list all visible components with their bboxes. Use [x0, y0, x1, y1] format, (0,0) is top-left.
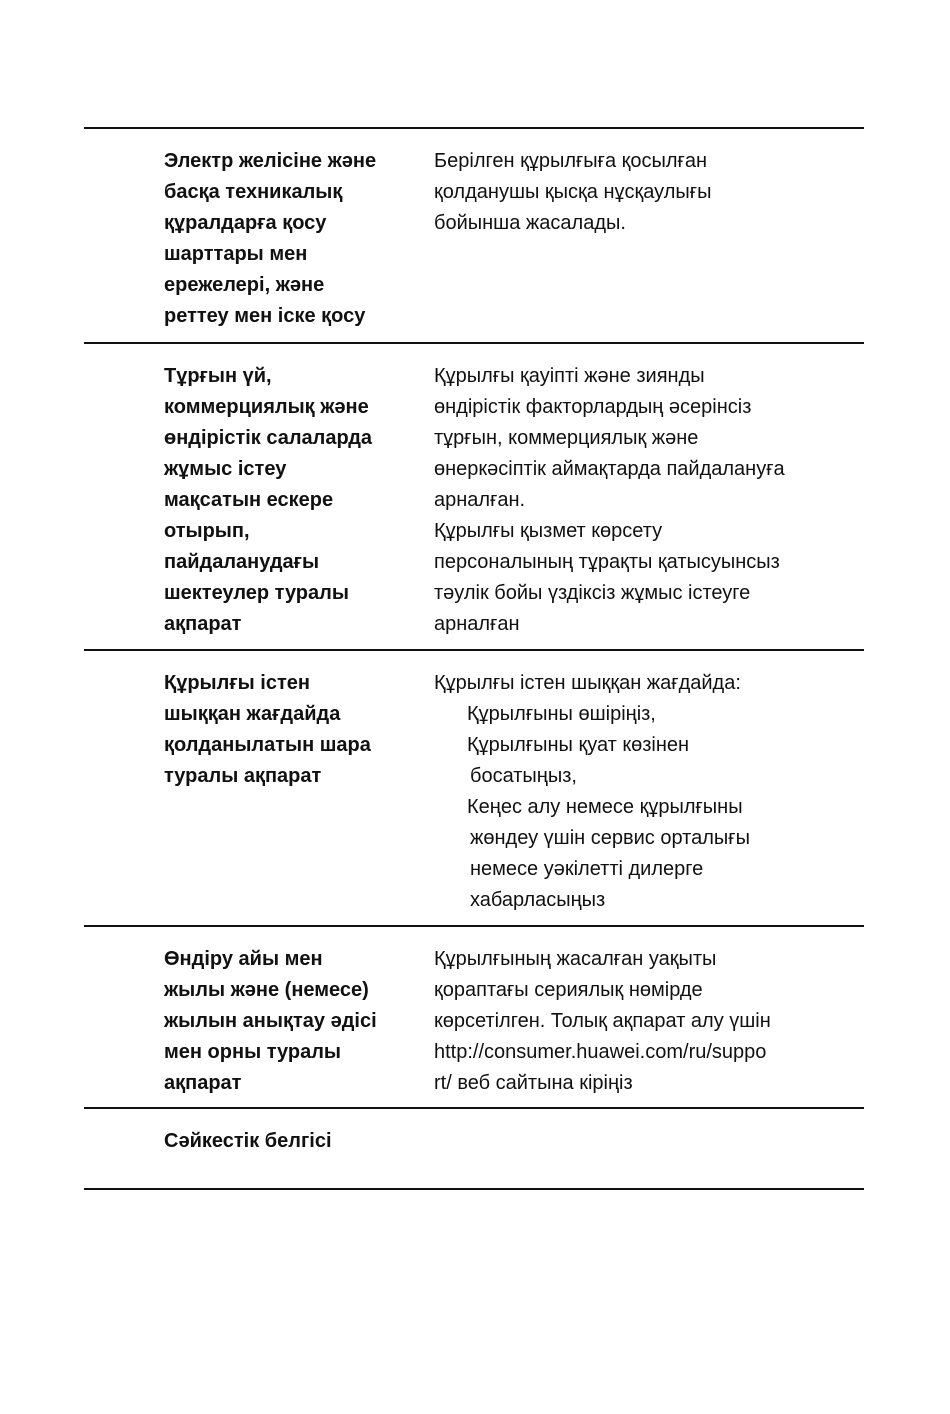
list-item-continuation: хабарласыңыз: [470, 889, 606, 911]
row-label: [164, 651, 434, 925]
label-line: отырып,: [164, 520, 250, 542]
list-item-continuation: жөндеу үшін сервис орталығы: [470, 827, 750, 849]
label-line: ақпарат: [164, 613, 242, 635]
label-line: құралдарға қосу: [164, 212, 327, 234]
label-line: туралы ақпарат: [164, 765, 322, 787]
value-line: тұрғын, коммерциялық және: [434, 427, 699, 449]
label-line: қолданылатын шара: [164, 734, 371, 756]
table-row: [84, 927, 864, 1109]
label-line: коммерциялық және: [164, 396, 369, 418]
label-line: мақсатын ескере: [164, 489, 334, 511]
row-label: [164, 927, 434, 1107]
specification-table: [84, 127, 864, 1190]
list-item: Құрылғыны қуат көзінен: [467, 734, 690, 756]
label-line: Құрылғы істен: [164, 672, 310, 694]
row-label: [164, 344, 434, 649]
row-label: [164, 129, 434, 342]
label-line: өндірістік салаларда: [164, 427, 373, 449]
label-line: жылы және (немесе): [164, 979, 369, 1001]
value-intro: Құрылғы істен шыққан жағдайда:: [434, 672, 741, 694]
value-line: көрсетілген. Толық ақпарат алу үшін: [434, 1010, 771, 1032]
list-item-continuation: босатыңыз,: [470, 765, 577, 787]
row-value: [434, 1109, 864, 1188]
label-line: ережелері, және: [164, 274, 325, 296]
list-item-continuation: немесе уәкілетті дилерге: [470, 858, 704, 880]
row-value: [434, 129, 864, 342]
value-line: Құрылғы қызмет көрсету: [434, 520, 663, 542]
label-line: реттеу мен іске қосу: [164, 305, 366, 327]
row-value: [434, 344, 864, 649]
value-line: Құрылғының жасалған уақыты: [434, 948, 717, 970]
table-row: [84, 1109, 864, 1190]
value-line: бойынша жасалады.: [434, 212, 626, 234]
value-line: арналған.: [434, 489, 526, 511]
table-row: [84, 651, 864, 927]
value-line: қораптағы сериялық нөмірде: [434, 979, 703, 1001]
label-line: пайдаланудағы: [164, 551, 320, 573]
value-line: өндірістік факторлардың әсерінсіз: [434, 396, 752, 418]
label-line: Электр желісіне және: [164, 150, 377, 172]
label-line: Тұрғын үй,: [164, 365, 272, 387]
label-line: жұмыс істеу: [164, 458, 287, 480]
label-line: Сәйкестік белгісі: [164, 1130, 332, 1152]
label-line: мен орны туралы: [164, 1041, 341, 1063]
value-line: тәулік бойы үздіксіз жұмыс істеуге: [434, 582, 751, 604]
label-line: басқа техникалық: [164, 181, 343, 203]
label-line: шектеулер туралы: [164, 582, 349, 604]
row-label: [164, 1109, 434, 1188]
label-line: жылын анықтау әдісі: [164, 1010, 377, 1032]
value-line: қолданушы қысқа нұсқаулығы: [434, 181, 712, 203]
label-line: Өндіру айы мен: [164, 948, 323, 970]
label-line: шыққан жағдайда: [164, 703, 341, 725]
list-item: Құрылғыны өшіріңіз,: [467, 703, 656, 725]
value-line: http://consumer.huawei.com/ru/suppo: [434, 1041, 767, 1063]
row-value: [434, 651, 864, 925]
value-line: персоналының тұрақты қатысуынсыз: [434, 551, 780, 573]
value-line: Берілген құрылғыға қосылған: [434, 150, 708, 172]
value-line: өнеркәсіптік аймақтарда пайдалануға: [434, 458, 785, 480]
value-line: Құрылғы қауіпті және зиянды: [434, 365, 705, 387]
label-line: ақпарат: [164, 1072, 242, 1094]
row-value: [434, 927, 864, 1107]
value-line: rt/ веб сайтына кіріңіз: [434, 1072, 633, 1094]
list-item: Кеңес алу немесе құрылғыны: [467, 796, 743, 818]
table-row: [84, 129, 864, 344]
value-line: арналған: [434, 613, 520, 635]
label-line: шарттары мен: [164, 243, 308, 265]
table-row: [84, 344, 864, 651]
